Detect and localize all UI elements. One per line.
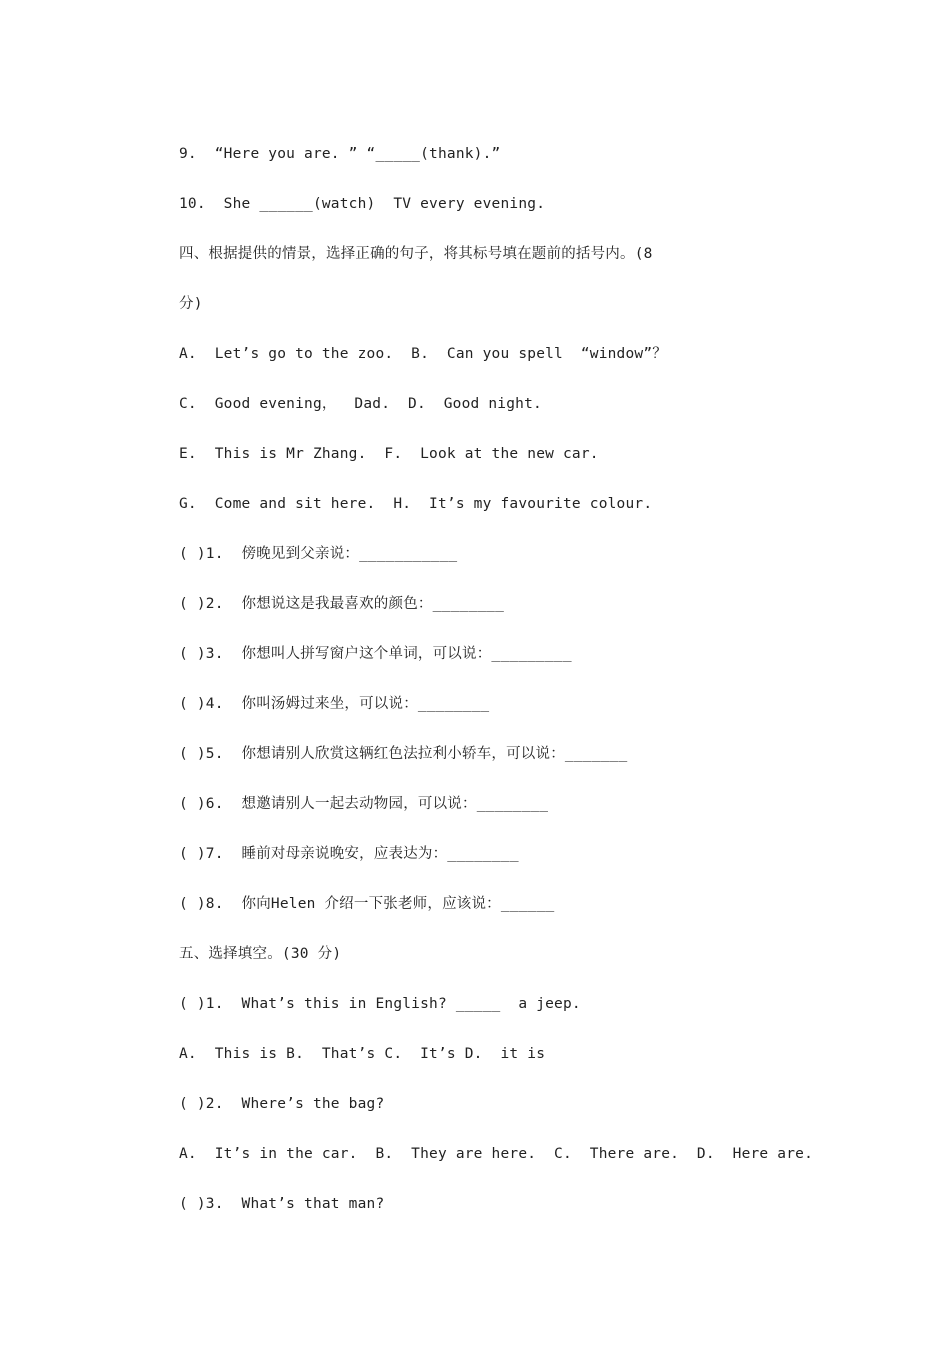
scenario-3: ( )3. 你想叫人拼写窗户这个单词，可以说：_________ xyxy=(179,646,572,662)
mc-question-3: ( )3. What’s that man? xyxy=(179,1196,385,1212)
section-4-heading: 四、根据提供的情景，选择正确的句子，将其标号填在题前的括号内。(8 xyxy=(179,246,653,262)
question-9: 9. “Here you are. ” “_____(thank).” xyxy=(179,146,501,162)
scenario-4: ( )4. 你叫汤姆过来坐，可以说：________ xyxy=(179,696,490,712)
mc-question-1: ( )1. What’s this in English? _____ a jeep. xyxy=(179,996,581,1012)
scenario-5: ( )5. 你想请别人欣赏这辆红色法拉利小轿车，可以说：_______ xyxy=(179,746,628,762)
scenario-8: ( )8. 你向Helen 介绍一下张老师，应该说：______ xyxy=(179,896,555,912)
option-line-cd: C. Good evening， Dad. D. Good night. xyxy=(179,396,542,412)
scenario-2: ( )2. 你想说这是我最喜欢的颜色：________ xyxy=(179,596,505,612)
option-line-ab: A. Let’s go to the zoo. B. Can you spell “window”？ xyxy=(179,346,667,362)
option-line-ef: E. This is Mr Zhang. F. Look at the new car. xyxy=(179,446,599,462)
section-4-heading-cont: 分) xyxy=(179,296,203,312)
scenario-6: ( )6. 想邀请别人一起去动物园，可以说：________ xyxy=(179,796,549,812)
section-5-heading: 五、选择填空。(30 分) xyxy=(179,946,342,962)
mc-question-2: ( )2. Where’s the bag? xyxy=(179,1096,385,1112)
mc-options-2: A. It’s in the car. B. They are here. C. There are. D. Here are. xyxy=(179,1146,814,1162)
mc-options-1: A. This is B. That’s C. It’s D. it is xyxy=(179,1046,546,1062)
question-10: 10. She ______(watch) TV every evening. xyxy=(179,196,546,212)
scenario-7: ( )7. 睡前对母亲说晚安，应表达为：________ xyxy=(179,846,519,862)
scenario-1: ( )1. 傍晚见到父亲说：___________ xyxy=(179,546,458,562)
option-line-gh: G. Come and sit here. H. It’s my favourite colour. xyxy=(179,496,653,512)
